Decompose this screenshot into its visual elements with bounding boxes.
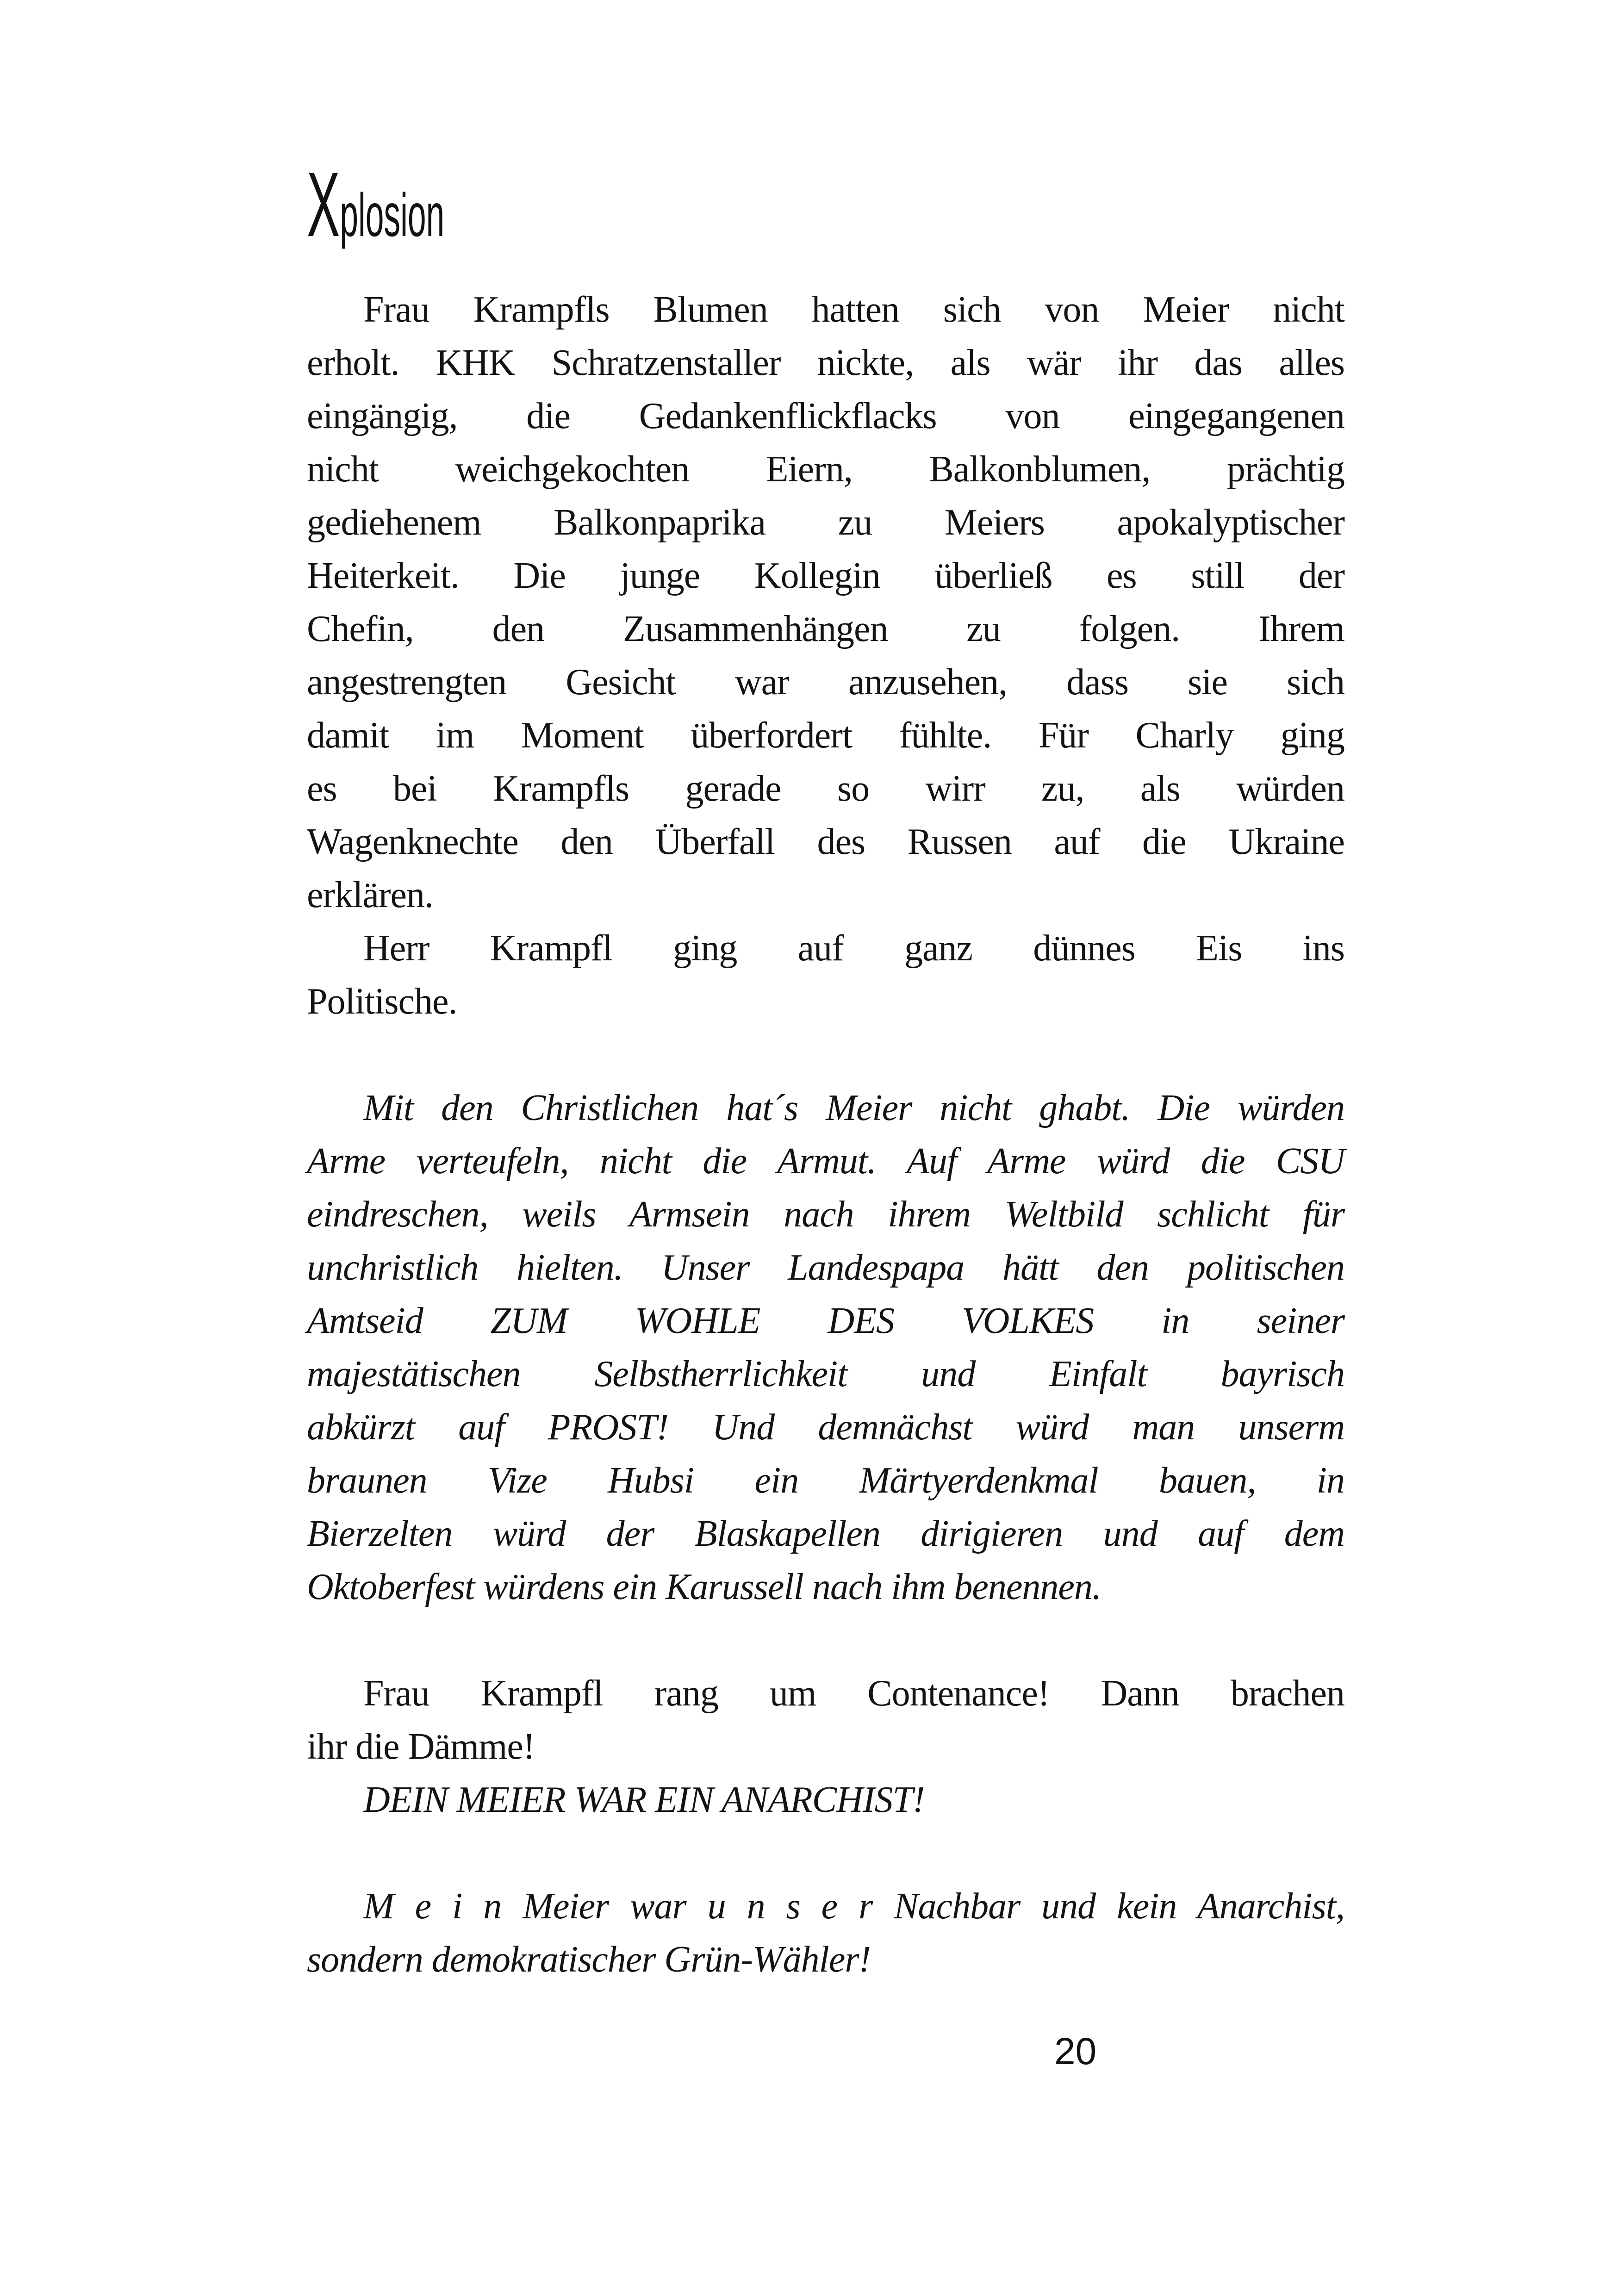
text-block [307,283,1344,1986]
text-line: Frau Krampfl rang um Contenance! Dann brachen [363,1673,1344,1714]
paragraph-italic [307,1880,1344,1986]
text-line: Mit den Christlichen hat´s Meier nicht ghabt. Die würden [363,1088,1344,1128]
text-line: eingängig, die Gedankenflickflacks von eingegangenen [307,396,1344,436]
text-line: Amtseid ZUM WOHLE DES VOLKES in seiner [307,1300,1344,1341]
page-number: 20 [1054,2030,1097,2072]
text-line: Oktoberfest würdens ein Karussell nach ihm benennen. [307,1567,1101,1607]
text-line: Frau Krampfls Blumen hatten sich von Meier nicht [363,289,1344,330]
text-line: damit im Moment überfordert fühlte. Für Charly ging [307,715,1344,756]
text-line: Wagenknechte den Überfall des Russen auf die Ukraine [307,821,1344,862]
text-line: eindreschen, weils Armsein nach ihrem Weltbild schlicht für [307,1194,1344,1235]
paragraph [307,283,1344,922]
text-line: unchristlich hielten. Unser Landespapa hätt den politischen [307,1247,1344,1288]
paragraph-italic [307,1773,1344,1827]
paragraph-italic [307,1082,1344,1614]
text-line: DEIN MEIER WAR EIN ANARCHIST! [363,1780,925,1820]
text-line: es bei Krampfls gerade so wirr zu, als würden [307,768,1344,809]
text-line: abkürzt auf PROST! Und demnächst würd man unserm [307,1407,1344,1448]
running-header-title: Xplosion [307,153,445,255]
text-line: sondern demokratischer Grün-Wähler! [307,1939,871,1980]
text-line: Bierzelten würd der Blaskapellen dirigieren und auf dem [307,1513,1344,1554]
text-line: angestrengten Gesicht war anzusehen, dass sie sich [307,662,1344,703]
text-line: erklären. [307,875,434,915]
text-line: Politische. [307,981,457,1022]
text-line: erholt. KHK Schratzenstaller nickte, als wär ihr das alles [307,342,1344,383]
text-line: Chefin, den Zusammenhängen zu folgen. Ihrem [307,609,1344,649]
text-line: majestätischen Selbstherrlichkeit und Einfalt bayrisch [307,1354,1344,1394]
text-line: Arme verteufeln, nicht die Armut. Auf Arme würd die CSU [307,1141,1344,1182]
paragraph [307,1667,1344,1773]
paragraph [307,922,1344,1028]
text-line: braunen Vize Hubsi ein Märtyerdenkmal bauen, in [307,1460,1344,1501]
text-line: Heiterkeit. Die junge Kollegin überließ es still der [307,555,1344,596]
text-line: Herr Krampfl ging auf ganz dünnes Eis ins [363,928,1344,969]
text-line: gediehenem Balkonpaprika zu Meiers apokalyptischer [307,502,1344,543]
text-line: M e i n Meier war u n s e r Nachbar und kein Anarchist, [363,1886,1344,1927]
text-line: nicht weichgekochten Eiern, Balkonblumen, prächtig [307,449,1344,490]
text-line: ihr die Dämme! [307,1726,535,1767]
